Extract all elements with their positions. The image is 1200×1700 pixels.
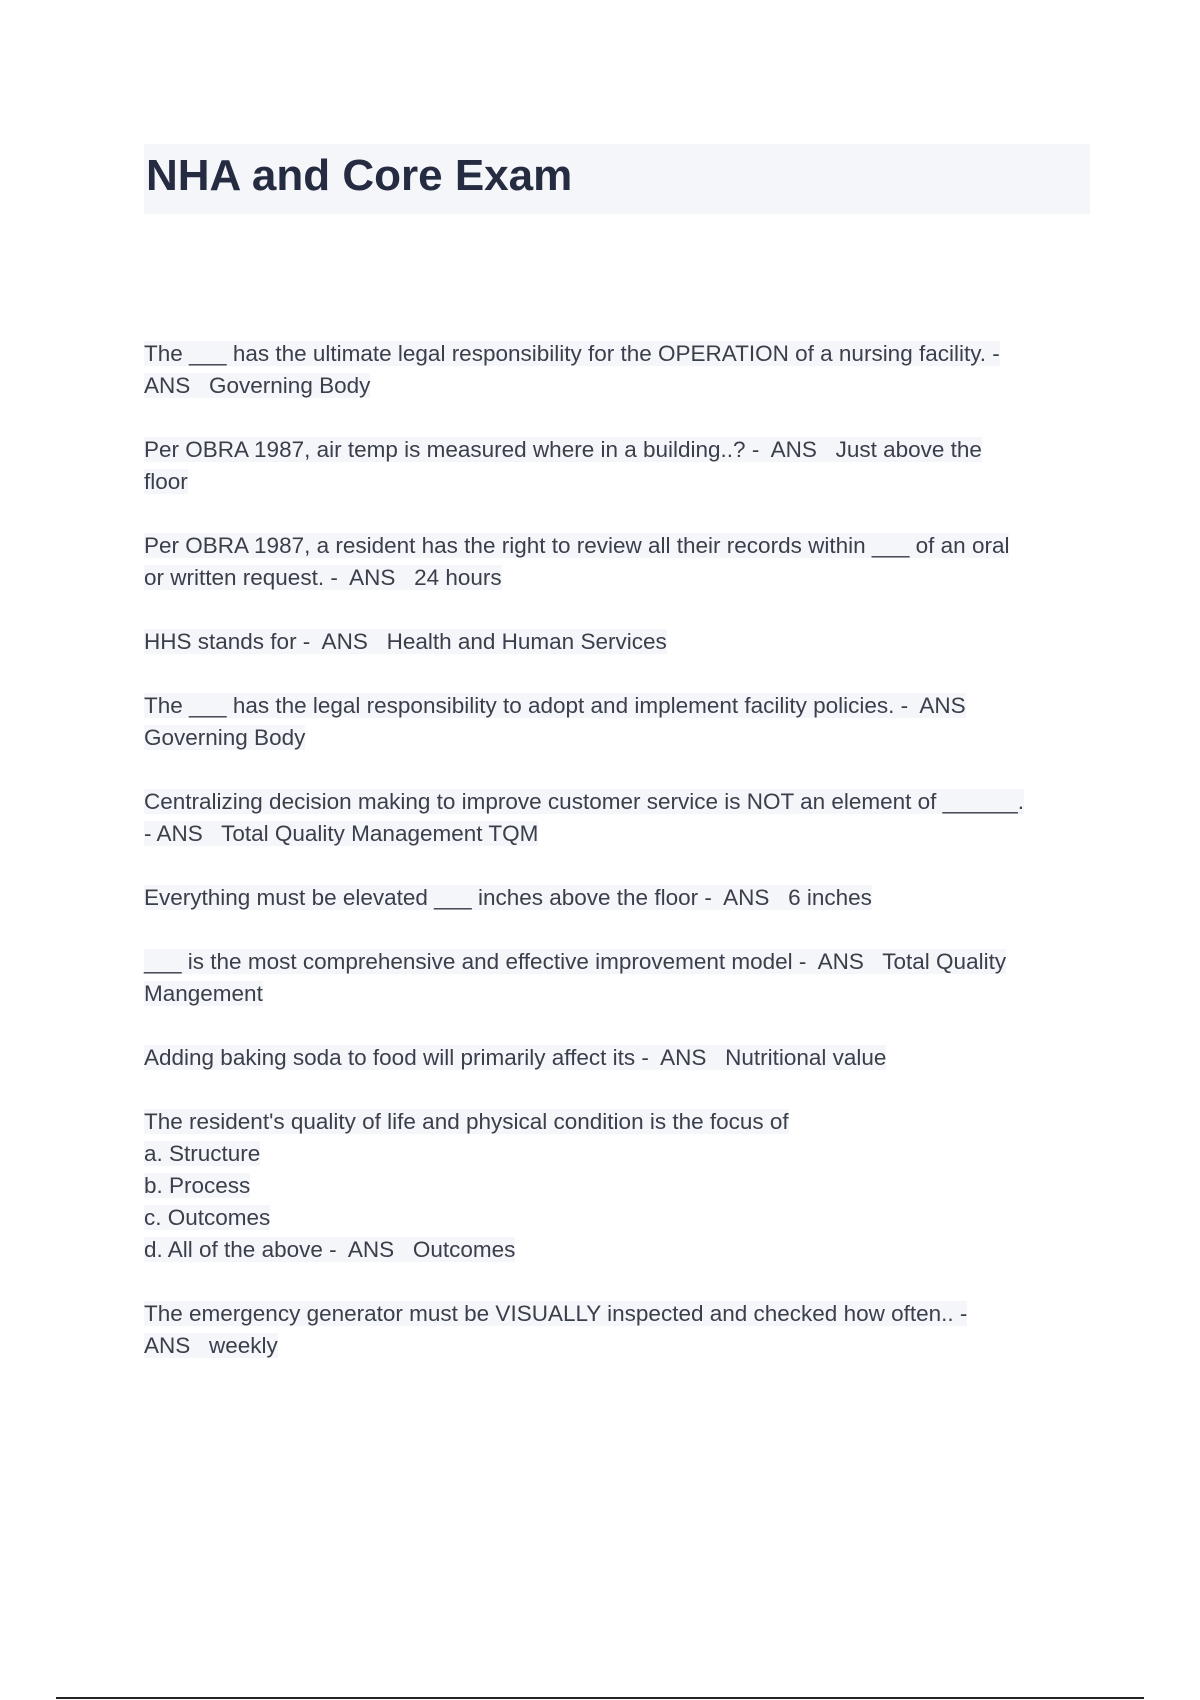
qa-line (144, 466, 1104, 498)
qa-text: c. Outcomes (144, 1205, 271, 1230)
qa-text: The ___ has the ultimate legal responsibility for the OPERATION of a nursing facility. - (144, 341, 1000, 366)
qa-line (144, 1298, 1104, 1330)
qa-line (144, 1234, 1104, 1266)
qa-text: ___ is the most comprehensive and effective improvement model - ANS Total Quality (144, 949, 1007, 974)
qa-line (144, 1170, 1104, 1202)
qa-line (144, 1202, 1104, 1234)
qa-text: or written request. - ANS 24 hours (144, 565, 502, 590)
qa-item (144, 690, 1104, 754)
qa-line (144, 1138, 1104, 1170)
question-answer-list (144, 338, 1104, 1394)
qa-item (144, 338, 1104, 402)
qa-line (144, 978, 1104, 1010)
footer-divider (56, 1697, 1144, 1699)
qa-line (144, 1042, 1104, 1074)
qa-item (144, 626, 1104, 658)
qa-line (144, 530, 1104, 562)
qa-item (144, 786, 1104, 850)
qa-item (144, 530, 1104, 594)
qa-text: Centralizing decision making to improve customer service is NOT an element of ______. (144, 789, 1024, 814)
qa-line (144, 818, 1104, 850)
qa-item (144, 434, 1104, 498)
qa-text: ANS weekly (144, 1333, 278, 1358)
qa-line (144, 370, 1104, 402)
qa-line (144, 690, 1104, 722)
qa-line (144, 722, 1104, 754)
title-banner (144, 144, 1090, 214)
qa-line (144, 562, 1104, 594)
qa-text: Per OBRA 1987, a resident has the right to review all their records within ___ of an oral (144, 533, 1010, 558)
qa-item (144, 1106, 1104, 1266)
qa-item (144, 882, 1104, 914)
qa-text: floor (144, 469, 188, 494)
qa-text: ANS Governing Body (144, 373, 371, 398)
qa-text: Per OBRA 1987, air temp is measured where in a building..? - ANS Just above the (144, 437, 982, 462)
qa-item (144, 1042, 1104, 1074)
qa-line (144, 338, 1104, 370)
qa-line (144, 1106, 1104, 1138)
qa-text: HHS stands for - ANS Health and Human Services (144, 629, 667, 654)
qa-text: - ANS Total Quality Management TQM (144, 821, 539, 846)
qa-line (144, 626, 1104, 658)
qa-text: Mangement (144, 981, 263, 1006)
qa-text: Adding baking soda to food will primarily affect its - ANS Nutritional value (144, 1045, 887, 1070)
qa-line (144, 882, 1104, 914)
qa-line (144, 946, 1104, 978)
qa-text: Everything must be elevated ___ inches above the floor - ANS 6 inches (144, 885, 872, 910)
qa-text: Governing Body (144, 725, 306, 750)
qa-text: The ___ has the legal responsibility to adopt and implement facility policies. - ANS (144, 693, 966, 718)
qa-item (144, 1298, 1104, 1362)
qa-line (144, 1330, 1104, 1362)
qa-text: b. Process (144, 1173, 251, 1198)
page-title: NHA and Core Exam (146, 151, 573, 200)
qa-text: d. All of the above - ANS Outcomes (144, 1237, 516, 1262)
qa-line (144, 786, 1104, 818)
qa-line (144, 434, 1104, 466)
qa-item (144, 946, 1104, 1010)
qa-text: The resident's quality of life and physical condition is the focus of (144, 1109, 789, 1134)
qa-text: The emergency generator must be VISUALLY inspected and checked how often.. - (144, 1301, 968, 1326)
qa-text: a. Structure (144, 1141, 261, 1166)
